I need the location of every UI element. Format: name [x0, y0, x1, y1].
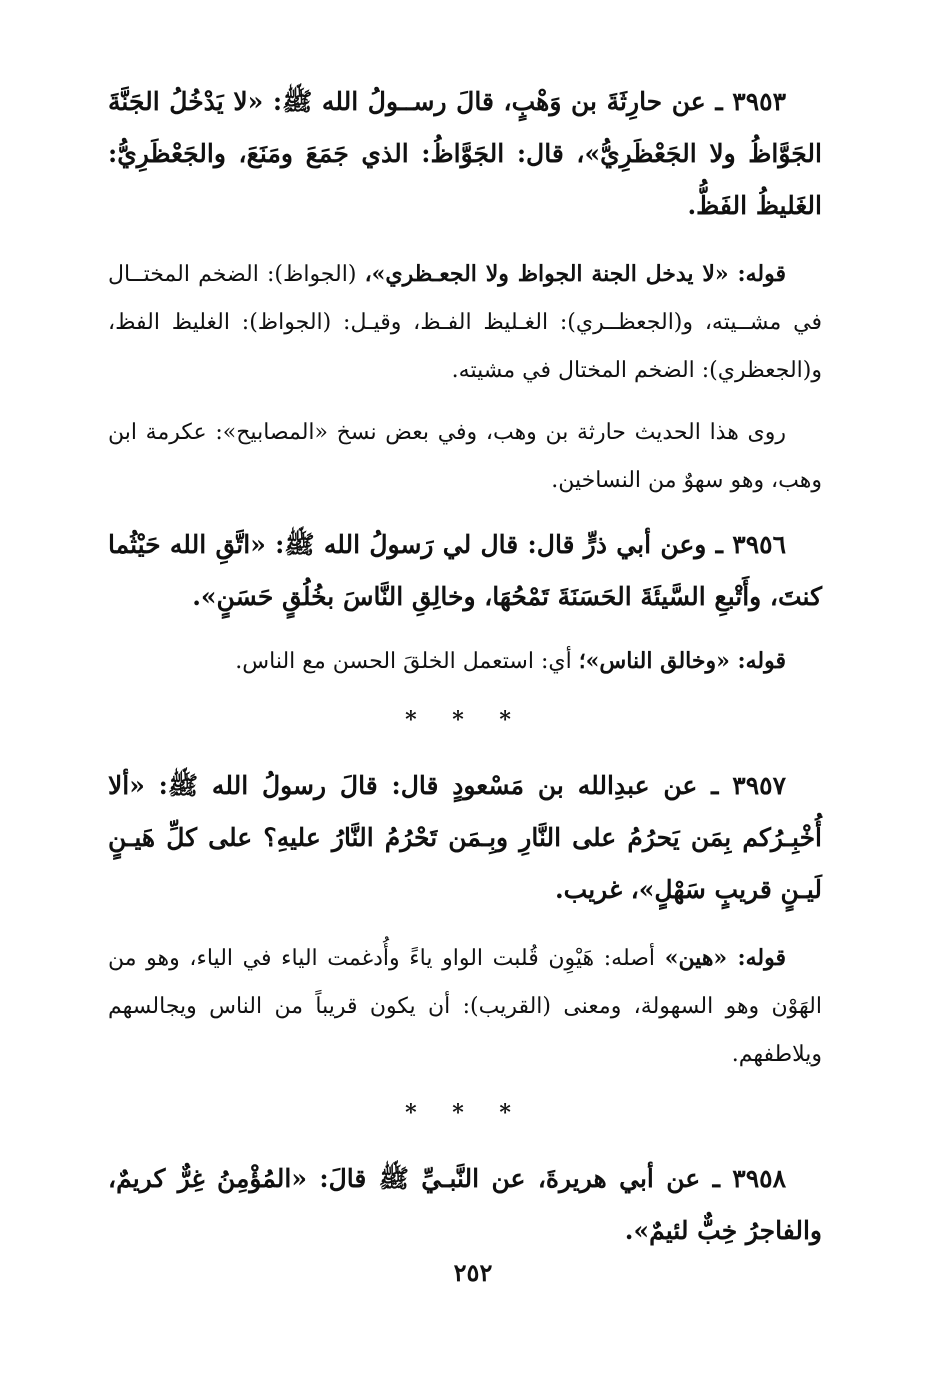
commentary-3953 [108, 250, 822, 395]
page-number: ٢٥٢ [453, 1258, 493, 1287]
hadith-3956: ٣٩٥٦ ـ وعن أبي ذرٍّ قال: قال لي رَسولُ الله ﷺ: «اتَّقِ الله حَيْثُما كنتَ، وأَتْبعِ السَّيئَةَ الحَسَنَةَ تَمْحُهَا، وخالِقِ النَّاسَ بخُلُقٍ حَسَنٍ». [108, 530, 822, 611]
commentary-text: أي: استعمل الخلقَ الحسن مع الناس. [235, 649, 579, 674]
commentary-3956 [108, 637, 822, 686]
section-divider: * * * [405, 1100, 525, 1126]
hadith-3957: ٣٩٥٧ ـ عن عبدِالله بن مَسْعودٍ قال: قالَ رسولُ الله ﷺ: «ألا أُخْبِـرُكم بِمَن يَحرُمُ على النَّارِ وبِـمَن تَحْرُمُ النَّارُ عليهِ؟ على كلِّ هَيـنٍ لَيـنٍ قريبٍ سَهْلٍ»، غريب. [108, 771, 822, 904]
commentary-lead: قوله: «لا يدخل الجنة الجواظ ولا الجعـظري»، [364, 261, 786, 287]
commentary-lead: قوله: «وخالق الناس»؛ [578, 648, 786, 674]
commentary-text: أصله: هَيْوِن قُلبت الواو ياءً وأُدغمت الياء في الياء، وهو من الهَوْن وهو السهولة، ومعنى (القريب): أن يكون قريباً من الناس ويجالسهم ويلاطفهم. [108, 946, 822, 1067]
commentary-text: (الجواظ): الضخم المختــال في مشــيته، و(الجعظــري): الغـليظ الفـظ، وقيـل: (الجواظ): الغليظ الفظ، و(الجعظري): الضخم المختال في مشيته. [108, 262, 822, 383]
hadith-3958: ٣٩٥٨ ـ عن أبي هريرةَ، عن النَّبـيِّ ﷺ قالَ: «المُؤْمِنُ غِرٌّ كريمٌ، والفاجرُ خِبٌّ لئيمٌ». [108, 1164, 822, 1245]
commentary-lead: قوله: «هين» [664, 945, 786, 971]
page-body [108, 76, 822, 1257]
section-divider: * * * [405, 707, 525, 733]
commentary-note: روى هذا الحديث حارثة بن وهب، وفي بعض نسخ «المصابيح»: عكرمة ابن وهب، وهو سهوٌ من النساخين. [108, 420, 822, 493]
commentary-3957 [108, 934, 822, 1079]
hadith-3953: ٣٩٥٣ ـ عن حارِثَةَ بن وَهْبٍ، قالَ رســولُ الله ﷺ: «لا يَدْخُلُ الجَنَّةَ الجَوَّاظُ ولا الجَعْظَرِيُّ»، قال: الجَوَّاظُ: الذي جَمَعَ ومَنَعَ، والجَعْظَرِيُّ: الغَليظُ الفَظُّ. [108, 87, 822, 220]
